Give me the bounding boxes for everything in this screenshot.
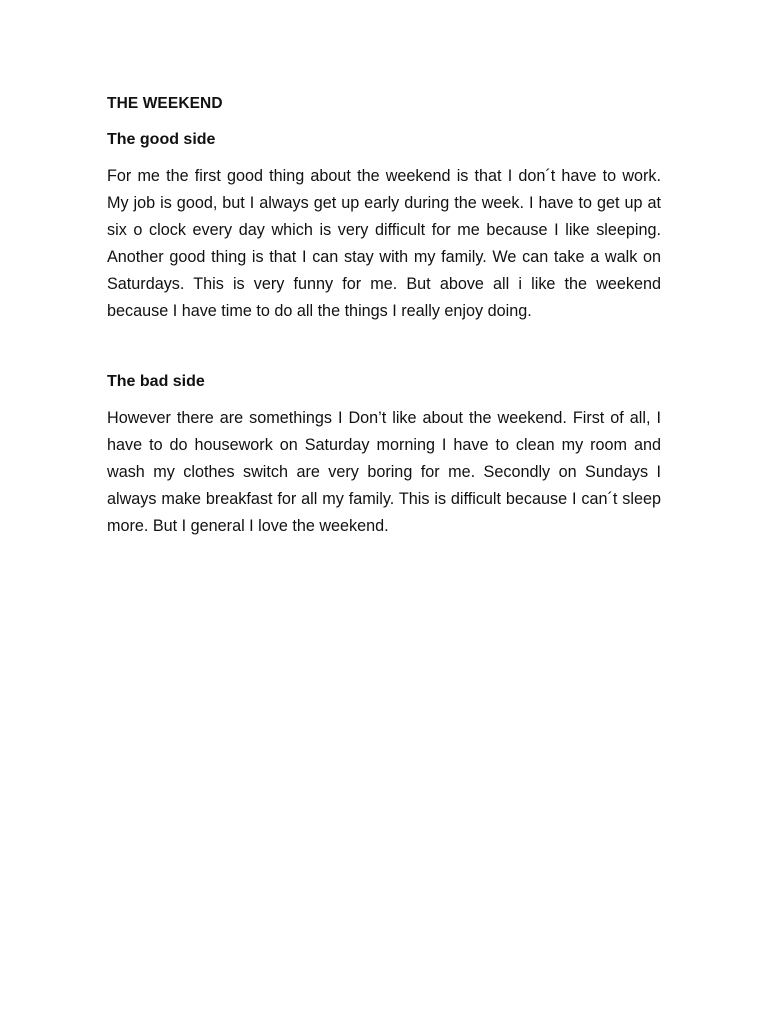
document-page xyxy=(107,92,661,540)
section-body-bad-side: However there are somethings I Don’t like about the weekend. First of all, I have to do housework on Saturday morning I have to clean my room and wash my clothes switch are very boring for me. Secondly on Sundays I always make breakfast for all my family. This is difficult because I can´t sleep more. But I general I love the weekend. xyxy=(107,409,661,535)
section-heading-bad-side: The bad side xyxy=(107,373,205,390)
section-heading-good-side: The good side xyxy=(107,131,216,148)
section-body-good-side: For me the first good thing about the weekend is that I don´t have to work. My job is good, but I always get up early during the week. I have to get up at six o clock every day which is very difficult for me because I like sleeping. Another good thing is that I can stay with my family. We can take a walk on Saturdays. This is very funny for me. But above all i like the weekend because I have time to do all the things I really enjoy doing. xyxy=(107,167,661,320)
document-title: THE WEEKEND xyxy=(107,95,223,112)
section-spacer xyxy=(107,325,661,370)
